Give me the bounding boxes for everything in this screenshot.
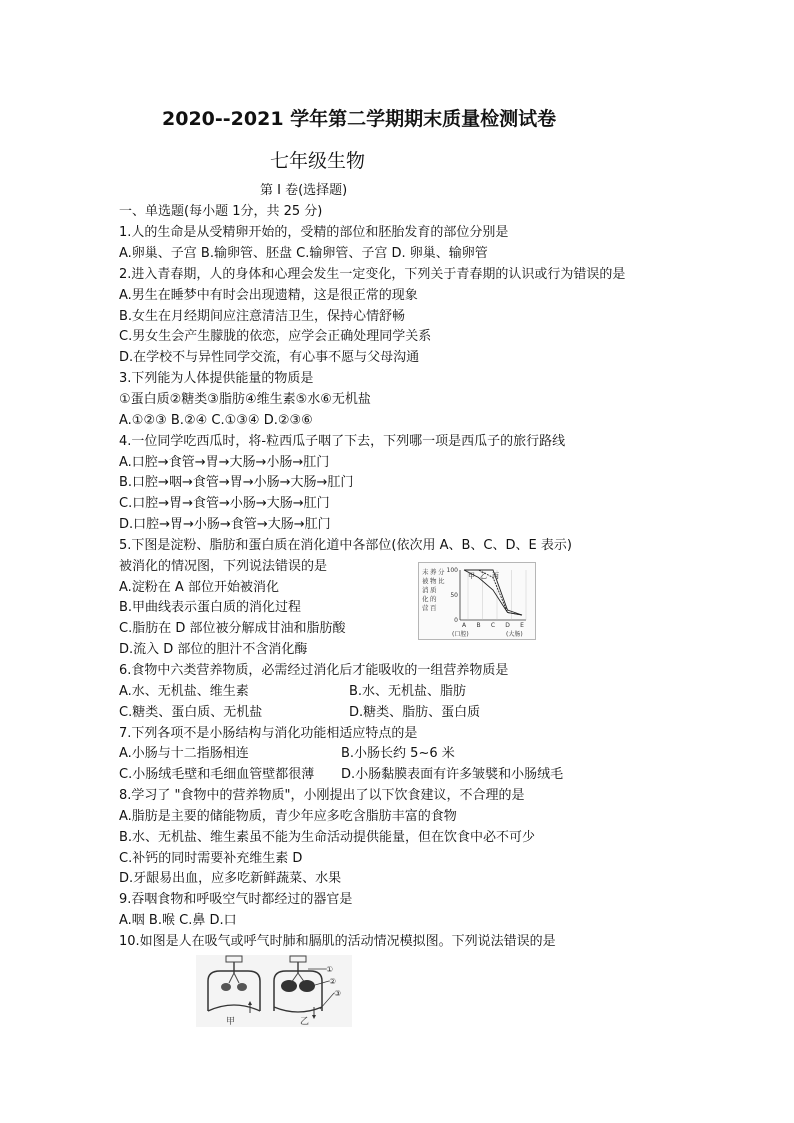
- question-5-option-d: D.流入 D 部位的胆汁不含消化酶: [119, 642, 308, 657]
- question-3-options: A.①②③ B.②④ C.①③④ D.②③⑥: [119, 413, 313, 428]
- question-6-option-a: A.水、无机盐、维生素: [119, 684, 249, 699]
- question-5-option-c: C.脂肪在 D 部位被分解成甘油和脂肪酸: [119, 621, 346, 636]
- exam-title: 2020--2021 学年第二学期期末质量检测试卷: [162, 108, 557, 130]
- question-9-stem: 9.吞咽食物和呼吸空气时都经过的器官是: [119, 892, 353, 907]
- question-7-option-b: B.小肠长约 5~6 米: [341, 746, 455, 761]
- question-4-option-b: B.口腔→咽→食管→胃→小肠→大肠→肛门: [119, 475, 354, 490]
- chart-xtick-label: E: [520, 622, 524, 629]
- part-label-1: ①: [326, 965, 334, 974]
- chart-region-large-intestine: (大肠): [506, 631, 523, 638]
- chart-xtick-label: B: [476, 622, 481, 629]
- part-label-3: ③: [334, 989, 342, 998]
- question-7-option-c: C.小肠绒毛壁和毛细血管壁都很薄: [119, 767, 315, 782]
- question-6-option-b: B.水、无机盐、脂肪: [349, 684, 467, 699]
- chart-ylabel-char: 消: [422, 586, 429, 594]
- chart-ylabel-char: 被: [422, 577, 429, 585]
- question-4-option-d: D.口腔→胃→小肠→食管→大肠→肛门: [119, 517, 331, 532]
- question-7-option-a: A.小肠与十二指肠相连: [119, 746, 249, 761]
- question-4-option-a: A.口腔→食管→胃→大肠→小肠→肛门: [119, 455, 330, 470]
- question-7-stem: 7.下列各项不是小肠结构与消化功能相适应特点的是: [119, 726, 418, 741]
- chart-ylabel-char: 百: [430, 604, 437, 612]
- chart-ylabel-char: 质: [430, 586, 437, 594]
- exam-subtitle: 七年级生物: [270, 150, 366, 172]
- chart-ylabel-char: 养: [430, 568, 437, 576]
- question-2-option-a: A.男生在睡梦中有时会出现遗精，这是很正常的现象: [119, 288, 418, 303]
- question-5-stem-continued: 被消化的情况图，下列说法错误的是: [119, 559, 328, 574]
- chart-ylabel-char: 化: [422, 595, 429, 603]
- chart-ylabel-char: 未: [422, 568, 429, 576]
- right-lung-balloon: [237, 983, 247, 991]
- chart-ylabel-char: 比: [438, 577, 445, 585]
- left-lung-balloon: [281, 980, 297, 992]
- chart-curve-labels: [468, 572, 499, 580]
- section-heading: 一、单选题(每小题 1分，共 25 分): [119, 204, 323, 219]
- chart-curve-label: 乙: [480, 572, 487, 580]
- question-7-option-d: D.小肠黏膜表面有许多皱襞和小肠绒毛: [341, 767, 564, 782]
- question-2-option-d: D.在学校不与异性同学交流，有心事不愿与父母沟通: [119, 350, 420, 365]
- left-lung-balloon: [221, 983, 231, 991]
- question-4-stem: 4.一位同学吃西瓜时，将-粒西瓜子咽了下去，下列哪一项是西瓜子的旅行路线: [119, 434, 566, 449]
- question-1-stem: 1.人的生命是从受精卵开始的，受精的部位和胚胎发育的部位分别是: [119, 225, 509, 240]
- question-3-items: ①蛋白质②糖类③脂肪④维生素⑤水⑥无机盐: [119, 392, 371, 407]
- right-lung-balloon: [299, 980, 315, 992]
- question-6-option-c: C.糖类、蛋白质、无机盐: [119, 705, 263, 720]
- question-4-option-c: C.口腔→胃→食管→小肠→大肠→肛门: [119, 496, 330, 511]
- panel-label-jia: 甲: [226, 1017, 236, 1027]
- question-5-stem: 5.下图是淀粉、脂肪和蛋白质在消化道中各部位(依次用 A、B、C、D、E 表示): [119, 538, 572, 553]
- digestion-chart: [418, 562, 536, 640]
- question-8-option-c: C.补钙的同时需要补充维生素 D: [119, 851, 303, 866]
- question-5-option-b: B.甲曲线表示蛋白质的消化过程: [119, 600, 302, 615]
- question-5-option-a: A.淀粉在 A 部位开始被消化: [119, 580, 279, 595]
- question-6-stem: 6.食物中六类营养物质，必需经过消化后才能吸收的一组营养物质是: [119, 663, 509, 678]
- question-2-option-c: C.男女生会产生朦胧的依恋，应学会正确处理同学关系: [119, 329, 432, 344]
- question-2-stem: 2.进入青春期，人的身体和心理会发生一定变化，下列关于青春期的认识或行为错误的是: [119, 267, 626, 282]
- part-label-2: ②: [329, 977, 337, 986]
- question-2-option-b: B.女生在月经期间应注意清洁卫生，保持心情舒畅: [119, 309, 406, 324]
- chart-ytick-label: 50: [450, 592, 458, 599]
- volume-label: 第 I 卷(选择题): [260, 183, 348, 198]
- question-1-options: A.卵巢、子宫 B.输卵管、胚盘 C.输卵管、子宫 D. 卵巢、输卵管: [119, 246, 488, 261]
- chart-curve-label: 甲: [468, 572, 475, 580]
- question-3-stem: 3.下列能为人体提供能量的物质是: [119, 371, 314, 386]
- lung-model-figure: [196, 955, 352, 1027]
- question-6-option-d: D.糖类、脂肪、蛋白质: [349, 705, 481, 720]
- chart-ylabel-char: 物: [430, 577, 437, 585]
- question-8-option-a: A.脂肪是主要的储能物质，青少年应多吃含脂肪丰富的食物: [119, 809, 457, 824]
- question-10-stem: 10.如图是人在吸气或呼气时肺和膈肌的活动情况模拟图。下列说法错误的是: [119, 934, 556, 949]
- chart-ylabel-char: 的: [430, 595, 437, 603]
- chart-ytick-label: 0: [454, 617, 458, 624]
- chart-ylabel-char: 营: [422, 604, 429, 612]
- chart-xtick-label: D: [505, 622, 510, 629]
- panel-label-yi: 乙: [300, 1017, 310, 1027]
- question-8-stem: 8.学习了 "食物中的营养物质"，小刚提出了以下饮食建议，不合理的是: [119, 788, 525, 803]
- question-9-options: A.咽 B.喉 C.鼻 D.口: [119, 913, 237, 928]
- chart-ylabel-char: 分: [438, 568, 445, 576]
- chart-ytick-label: 100: [446, 567, 458, 574]
- chart-curve-label: 丙: [492, 572, 499, 580]
- question-8-option-d: D.牙龈易出血，应多吃新鲜蔬菜、水果: [119, 871, 342, 886]
- chart-xtick-label: C: [490, 622, 496, 629]
- chart-xtick-label: A: [461, 622, 467, 629]
- chart-region-mouth: (口腔): [452, 631, 469, 638]
- question-8-option-b: B.水、无机盐、维生素虽不能为生命活动提供能量，但在饮食中必不可少: [119, 830, 536, 845]
